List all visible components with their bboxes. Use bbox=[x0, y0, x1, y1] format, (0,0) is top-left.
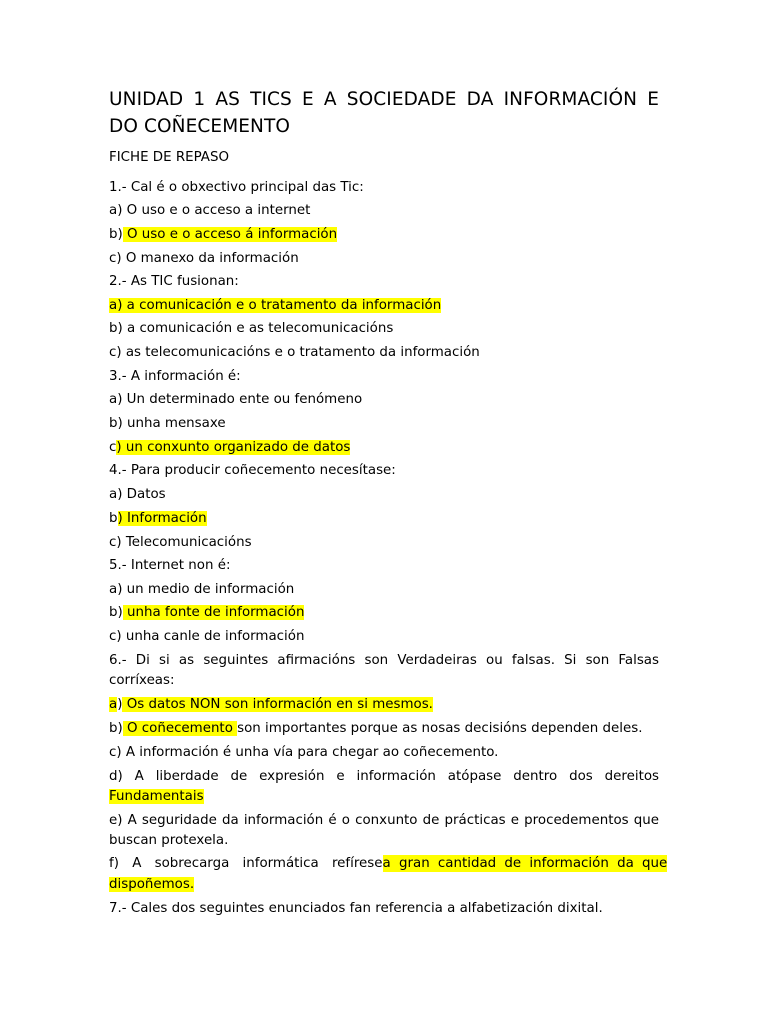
q6-statement-b bbox=[109, 720, 642, 737]
q3-option-c-prefix: c bbox=[109, 440, 117, 455]
question-2: 2.- As TIC fusionan: bbox=[109, 274, 239, 289]
q2-option-b: b) a comunicación e as telecomunicacións bbox=[109, 321, 394, 336]
q6-statement-b-highlight: O coñecemento bbox=[122, 721, 238, 736]
q3-option-a: a) Un determinado ente ou fenómeno bbox=[109, 392, 363, 407]
q1-option-c: c) O manexo da información bbox=[109, 251, 299, 266]
q5-option-a: a) un medio de información bbox=[109, 582, 295, 597]
q6-statement-f-line-1 bbox=[109, 855, 668, 872]
q1-option-b-highlight: O uso e o acceso á información bbox=[122, 227, 338, 242]
q4-option-b-highlight: ) Información bbox=[117, 511, 207, 526]
q6-statement-e-text: e) A seguridade da información é o conxunto de prácticas e procedementos que bbox=[109, 813, 659, 828]
q2-option-a-highlight: a) a comunicación e o tratamento da información bbox=[109, 298, 442, 313]
q4-option-c: c) Telecomunicacións bbox=[109, 535, 252, 550]
question-5: 5.- Internet non é: bbox=[109, 558, 231, 573]
document-title bbox=[109, 86, 659, 140]
q6-statement-a-letter: a bbox=[109, 697, 118, 712]
q3-option-c bbox=[109, 439, 350, 456]
question-6-line-1 bbox=[109, 652, 659, 669]
q1-option-a: a) O uso e o acceso a internet bbox=[109, 203, 311, 218]
q4-option-b bbox=[109, 510, 207, 527]
q1-option-b bbox=[109, 226, 337, 243]
q4-option-b-prefix: b bbox=[109, 511, 118, 526]
q6-statement-d-line-2 bbox=[109, 788, 204, 805]
q3-option-b: b) unha mensaxe bbox=[109, 416, 226, 431]
q5-option-b bbox=[109, 604, 304, 621]
q6-statement-f-plain: f) A sobrecarga informática refírese bbox=[109, 856, 383, 871]
q6-statement-d-text: d) A liberdade de expresión e información atópase dentro dos dereitos bbox=[109, 769, 659, 784]
question-7: 7.- Cales dos seguintes enunciados fan referencia a alfabetización dixital. bbox=[109, 901, 603, 916]
q4-option-a: a) Datos bbox=[109, 487, 166, 502]
q6-statement-b-rest: son importantes porque as nosas decisións dependen deles. bbox=[237, 721, 643, 736]
q6-statement-e-line-2: buscan protexela. bbox=[109, 833, 229, 848]
q6-statement-e-line-1 bbox=[109, 812, 659, 829]
subtitle: FICHE DE REPASO bbox=[109, 150, 229, 165]
q1-option-b-prefix: b) bbox=[109, 227, 123, 242]
q2-option-a bbox=[109, 297, 441, 314]
q6-statement-f-highlight-2: dispoñemos. bbox=[109, 877, 195, 892]
q3-option-c-highlight: ) un conxunto organizado de datos bbox=[116, 440, 351, 455]
q2-option-c: c) as telecomunicacións e o tratamento da información bbox=[109, 345, 480, 360]
q6-statement-b-prefix: b) bbox=[109, 721, 123, 736]
question-6-text: 6.- Di si as seguintes afirmacións son Verdadeiras ou falsas. Si son Falsas bbox=[109, 653, 659, 668]
q6-statement-f-line-2 bbox=[109, 876, 194, 893]
q6-statement-d-line-1 bbox=[109, 768, 659, 785]
q5-option-c: c) unha canle de información bbox=[109, 629, 305, 644]
q6-statement-a bbox=[109, 696, 433, 713]
question-6-line-2: corríxeas: bbox=[109, 673, 175, 688]
q6-statement-a-paren: ) bbox=[117, 697, 123, 712]
q5-option-b-prefix: b) bbox=[109, 605, 123, 620]
question-1: 1.- Cal é o obxectivo principal das Tic: bbox=[109, 180, 364, 195]
title-line-1: UNIDAD 1 AS TICS E A SOCIEDADE DA INFORMACIÓN E bbox=[109, 89, 659, 110]
q6-statement-f-highlight: a gran cantidad de información da que bbox=[382, 856, 668, 871]
q6-statement-f-row bbox=[109, 855, 668, 872]
title-line-2: DO COÑECEMENTO bbox=[109, 116, 291, 137]
question-3: 3.- A información é: bbox=[109, 369, 241, 384]
q6-statement-c: c) A información é unha vía para chegar ao coñecemento. bbox=[109, 745, 499, 760]
q6-statement-a-highlight: Os datos NON son información en si mesmos. bbox=[122, 697, 433, 712]
q5-option-b-highlight: unha fonte de información bbox=[122, 605, 305, 620]
q6-statement-d-highlight: Fundamentais bbox=[109, 789, 204, 804]
question-4: 4.- Para producir coñecemento necesítase: bbox=[109, 463, 396, 478]
